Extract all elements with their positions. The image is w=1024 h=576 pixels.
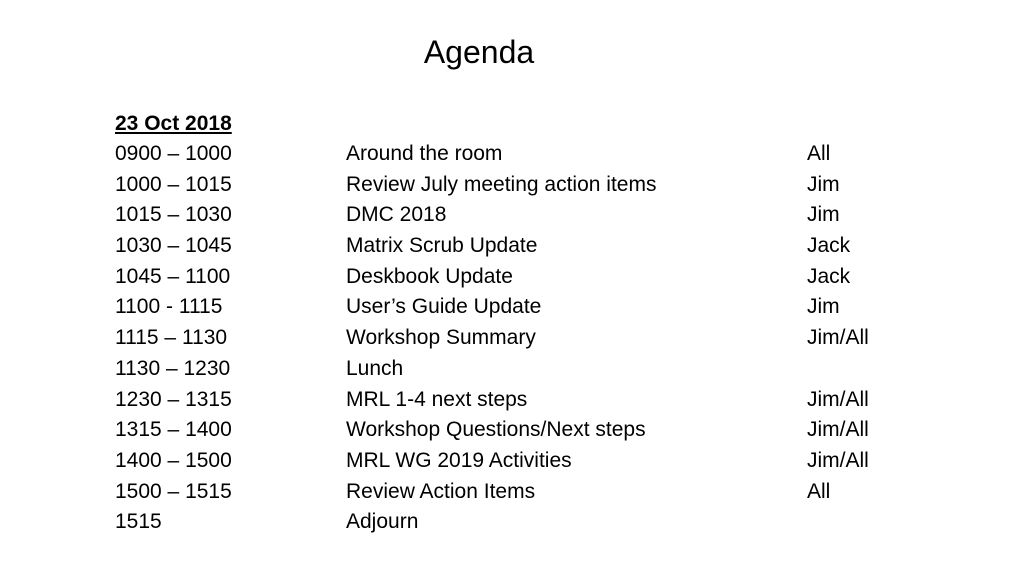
agenda-time: 1100 - 1115 [115, 295, 223, 319]
agenda-owner: Jim/All [807, 418, 869, 442]
agenda-owner: Jim/All [807, 448, 869, 472]
agenda-row [115, 200, 975, 231]
agenda-item: MRL WG 2019 Activities [346, 448, 572, 472]
agenda-time: 1015 – 1030 [115, 203, 232, 227]
agenda-owner: Jim/All [807, 387, 869, 411]
agenda-time: 1500 – 1515 [115, 479, 232, 503]
agenda-time: 1515 [115, 510, 162, 534]
agenda-row [115, 292, 975, 323]
agenda-owner: All [807, 479, 831, 503]
agenda-item: Matrix Scrub Update [346, 234, 538, 258]
agenda-table [115, 108, 975, 538]
agenda-row [115, 507, 975, 538]
agenda-date: 23 Oct 2018 [115, 112, 232, 135]
agenda-row [115, 446, 975, 477]
slide-title: Agenda [423, 34, 535, 70]
agenda-owner: Jim [807, 203, 840, 227]
agenda-time: 0900 – 1000 [115, 142, 232, 165]
agenda-time: 1000 – 1015 [115, 172, 232, 196]
agenda-owner: Jim [807, 172, 840, 196]
agenda-time: 1045 – 1100 [115, 264, 231, 288]
agenda-owner [807, 354, 967, 385]
agenda-owner [807, 507, 967, 538]
agenda-row [115, 477, 975, 508]
agenda-item: Deskbook Update [346, 264, 513, 288]
agenda-row [115, 262, 975, 293]
agenda-item: Adjourn [346, 510, 419, 534]
agenda-time: 1400 – 1500 [115, 448, 232, 472]
agenda-time: 1230 – 1315 [115, 387, 232, 411]
agenda-item: MRL 1-4 next steps [346, 387, 528, 411]
agenda-time: 1030 – 1045 [115, 234, 232, 258]
agenda-owner: Jack [807, 264, 851, 288]
agenda-row [115, 323, 975, 354]
agenda-time: 1315 – 1400 [115, 418, 232, 442]
agenda-item: User’s Guide Update [346, 295, 542, 319]
agenda-item: Lunch [346, 356, 404, 380]
agenda-owner: Jim [807, 295, 840, 319]
agenda-row [115, 385, 975, 416]
agenda-owner: All [807, 142, 831, 165]
agenda-item: Review Action Items [346, 479, 536, 503]
agenda-item: Workshop Questions/Next steps [346, 418, 646, 442]
agenda-owner: Jim/All [807, 326, 869, 350]
agenda-row [115, 170, 975, 201]
agenda-time: 1130 – 1230 [115, 356, 231, 380]
agenda-row [115, 415, 975, 446]
agenda-item: Workshop Summary [346, 326, 536, 350]
agenda-row [115, 354, 975, 385]
agenda-row [115, 231, 975, 262]
agenda-item: DMC 2018 [346, 203, 447, 227]
agenda-item: Around the room [346, 142, 503, 165]
agenda-row [115, 139, 975, 170]
agenda-owner: Jack [807, 234, 851, 258]
agenda-item: Review July meeting action items [346, 172, 657, 196]
agenda-time: 1115 – 1130 [115, 326, 228, 350]
